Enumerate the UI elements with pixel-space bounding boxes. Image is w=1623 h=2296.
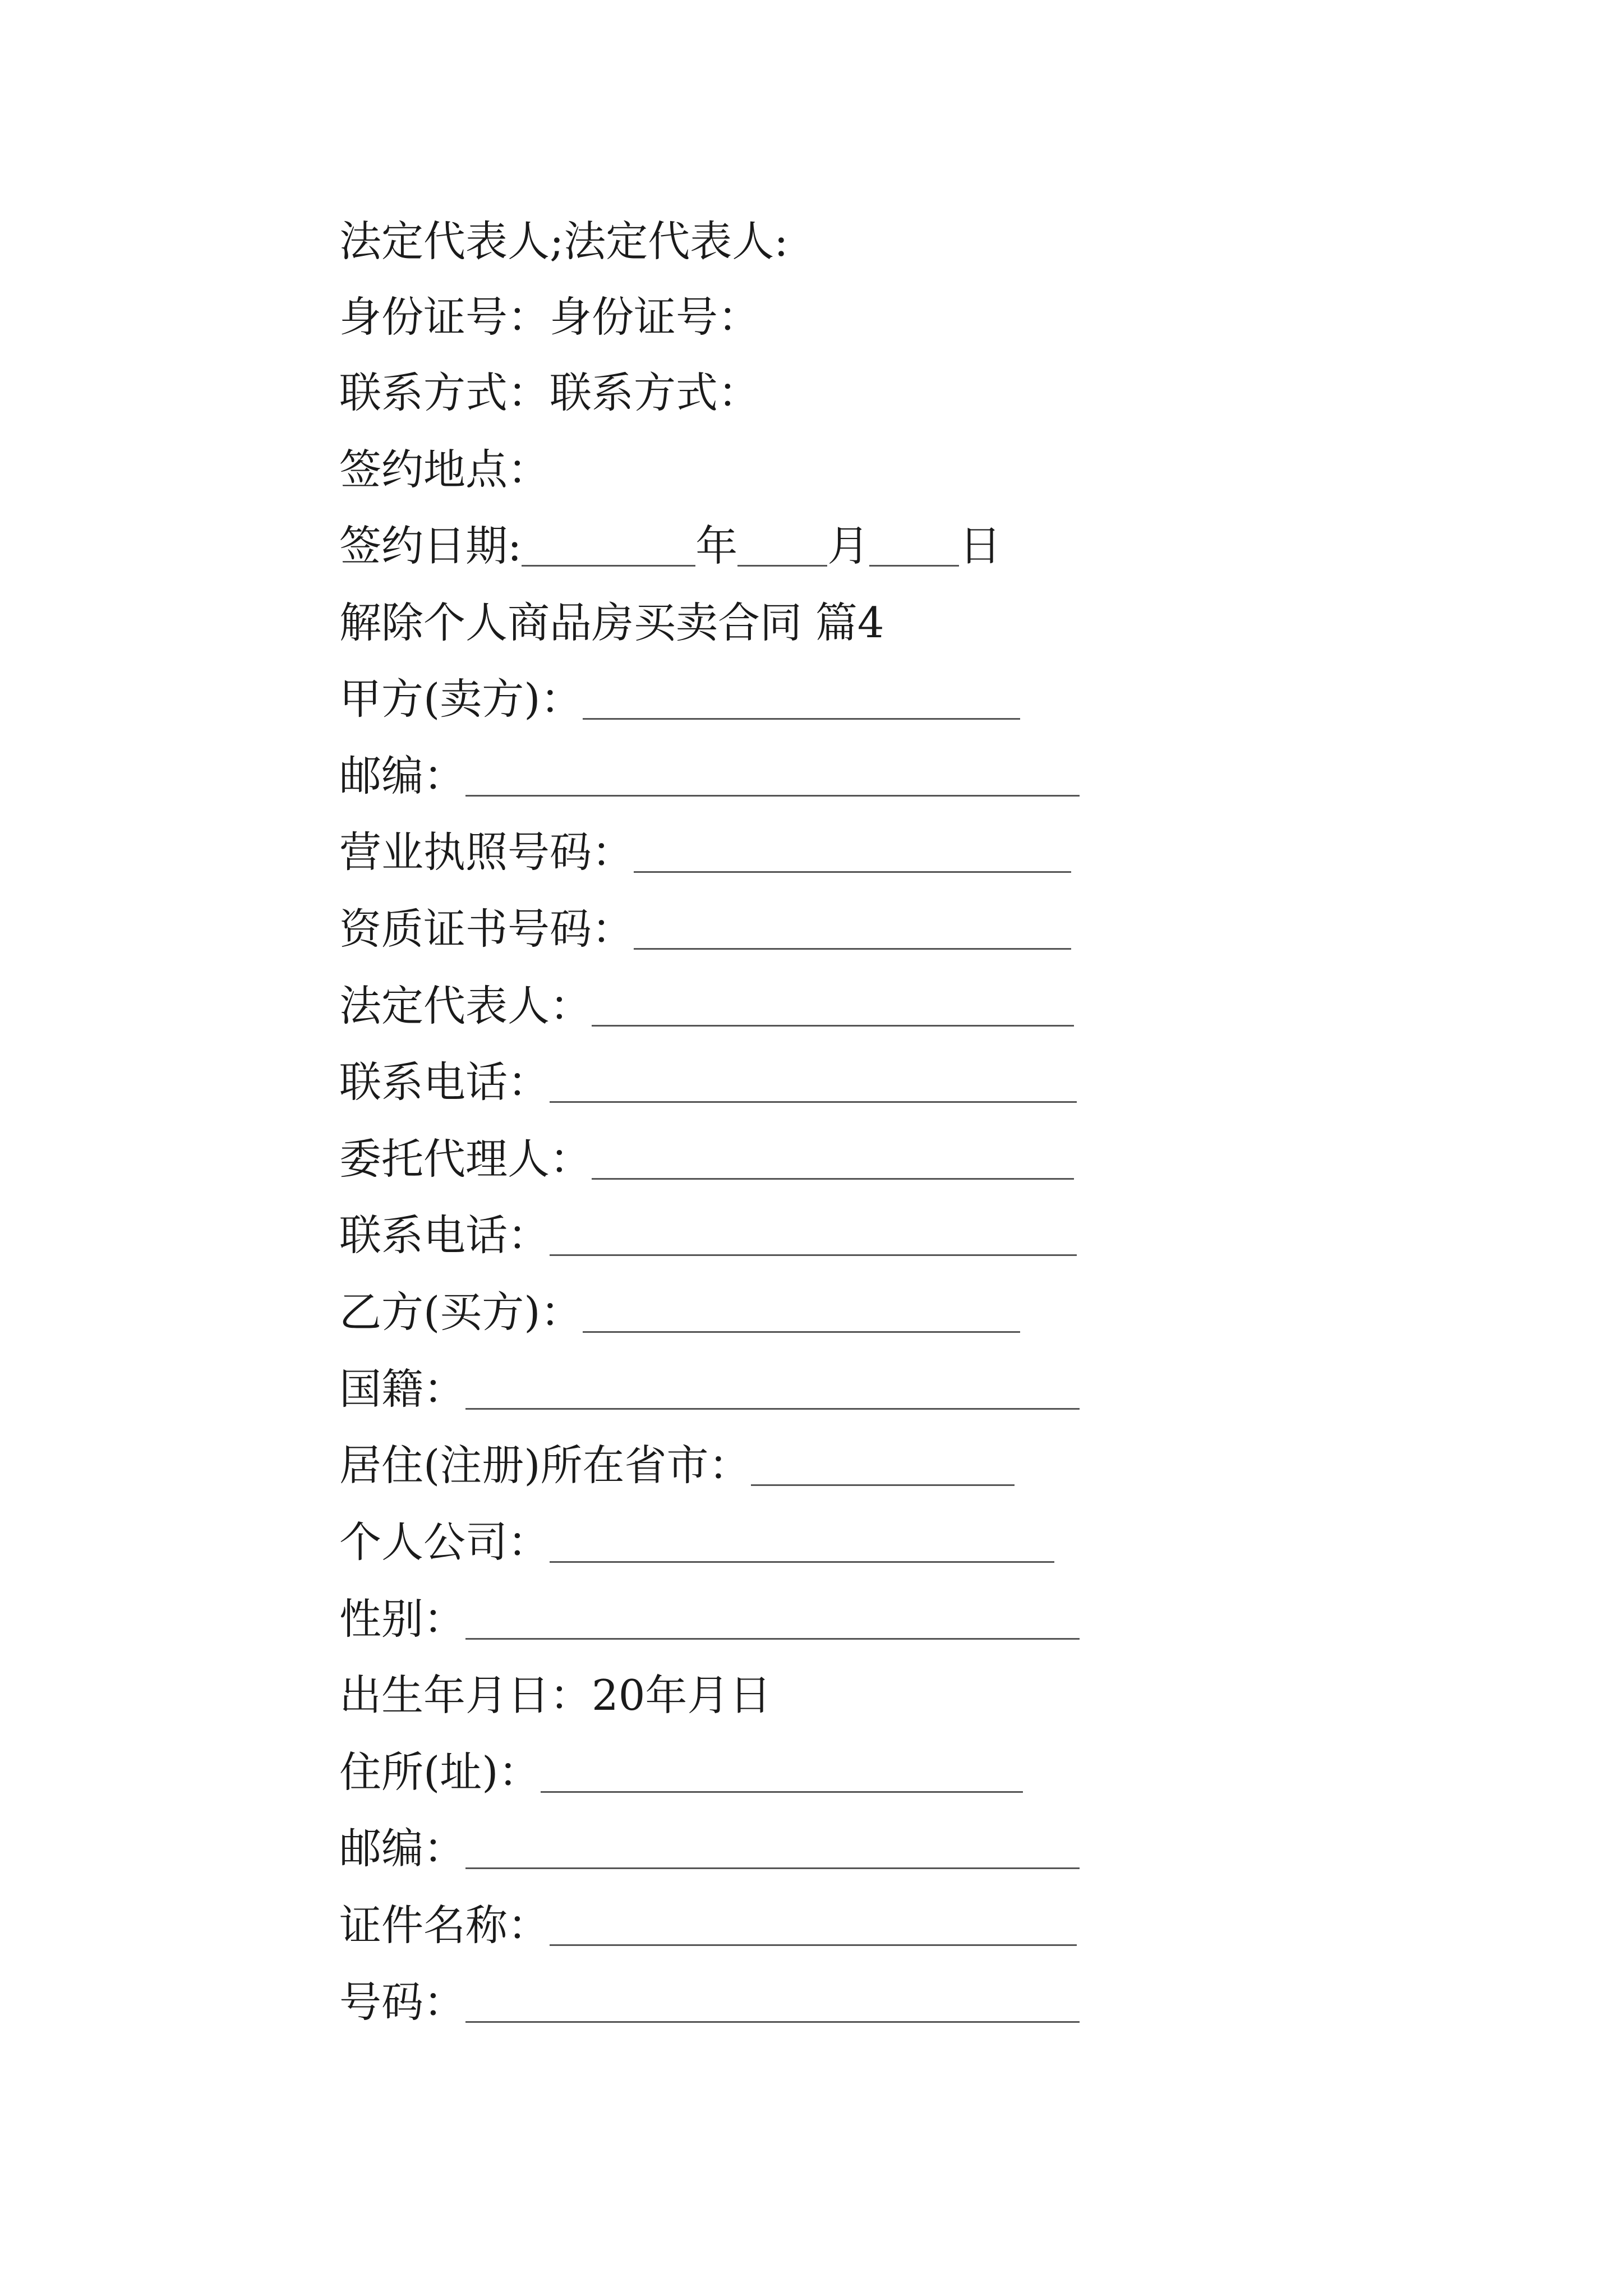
contact-method-line: [339, 362, 760, 424]
party-b-line: [339, 1281, 1020, 1343]
document-name-line: [339, 1894, 1077, 1956]
nationality-label: 国籍：: [339, 1364, 466, 1414]
agent-label: 委托代理人：: [339, 1134, 592, 1184]
year-blank[interactable]: [522, 555, 695, 567]
company-blank[interactable]: [550, 1551, 1054, 1563]
document-number-label: 号码：: [339, 1977, 466, 2027]
signing-place-line: [339, 439, 550, 500]
postcode-a-label: 邮编：: [339, 751, 466, 800]
year-label: 年: [695, 521, 738, 570]
legal-rep-a-label: 法定代表人：: [339, 981, 592, 1030]
document-name-label: 证件名称：: [339, 1901, 550, 1950]
address-line: [339, 1741, 1023, 1803]
residence-label: 居住(注册)所在省市：: [339, 1441, 751, 1490]
id-number-label: 身份证号：身份证号：: [339, 292, 760, 342]
section-title: 解除个人商品房买卖合同 篇4: [339, 598, 884, 647]
document-number-line: [339, 1971, 1080, 2033]
company-line: [339, 1511, 1054, 1573]
address-label: 住所(址)：: [339, 1747, 541, 1797]
contact-method-label: 联系方式：联系方式：: [339, 368, 760, 417]
qualification-blank[interactable]: [634, 938, 1071, 950]
qualification-label: 资质证书号码：: [339, 904, 634, 954]
phone-agent-blank[interactable]: [550, 1244, 1077, 1256]
party-b-blank[interactable]: [583, 1321, 1020, 1333]
qualification-line: [339, 898, 1071, 960]
month-label: 月: [827, 521, 870, 570]
birth-date-line: [339, 1664, 771, 1726]
license-number-blank[interactable]: [634, 861, 1071, 873]
residence-line: [339, 1434, 1015, 1496]
signing-place-label: 签约地点：: [339, 445, 550, 494]
seller-legal-rep-line: [339, 210, 789, 272]
postcode-b-label: 邮编：: [339, 1824, 466, 1873]
document-name-blank[interactable]: [550, 1934, 1077, 1946]
month-blank[interactable]: [737, 555, 827, 567]
phone-agent-label: 联系电话：: [339, 1211, 550, 1260]
postcode-a-line: [339, 745, 1080, 807]
agent-blank[interactable]: [592, 1168, 1074, 1180]
gender-label: 性别：: [339, 1594, 466, 1644]
phone-a-blank[interactable]: [550, 1091, 1077, 1103]
license-number-label: 营业执照号码：: [339, 827, 634, 877]
gender-blank[interactable]: [465, 1628, 1080, 1640]
day-blank[interactable]: [869, 555, 959, 567]
birth-date-label: 出生年月日：20年月日: [339, 1671, 772, 1720]
legal-rep-a-line: [339, 975, 1074, 1037]
nationality-line: [339, 1358, 1080, 1420]
document-number-blank[interactable]: [465, 2011, 1080, 2023]
address-blank[interactable]: [541, 1781, 1023, 1793]
section-heading: [339, 592, 884, 654]
party-a-label: 甲方(卖方)：: [339, 674, 583, 724]
party-b-label: 乙方(买方)：: [339, 1287, 583, 1337]
phone-a-label: 联系电话：: [339, 1057, 550, 1107]
signing-date-label: 签约日期:: [339, 521, 522, 570]
phone-agent-line: [339, 1204, 1077, 1266]
gender-line: [339, 1588, 1080, 1650]
phone-a-line: [339, 1051, 1077, 1113]
company-label: 个人公司：: [339, 1517, 550, 1567]
agent-line: [339, 1128, 1074, 1190]
legal-rep-label: 法定代表人;法定代表人:: [339, 217, 789, 266]
residence-blank[interactable]: [751, 1474, 1015, 1486]
postcode-b-blank[interactable]: [465, 1857, 1080, 1869]
legal-rep-a-blank[interactable]: [592, 1015, 1074, 1027]
id-number-line: [339, 286, 760, 348]
postcode-a-blank[interactable]: [465, 785, 1080, 797]
signing-date-line: [339, 515, 1001, 577]
postcode-b-line: [339, 1818, 1080, 1879]
day-label: 日: [959, 521, 1002, 570]
party-a-blank[interactable]: [583, 708, 1020, 720]
license-number-line: [339, 821, 1071, 883]
party-a-line: [339, 668, 1020, 730]
nationality-blank[interactable]: [465, 1398, 1080, 1410]
